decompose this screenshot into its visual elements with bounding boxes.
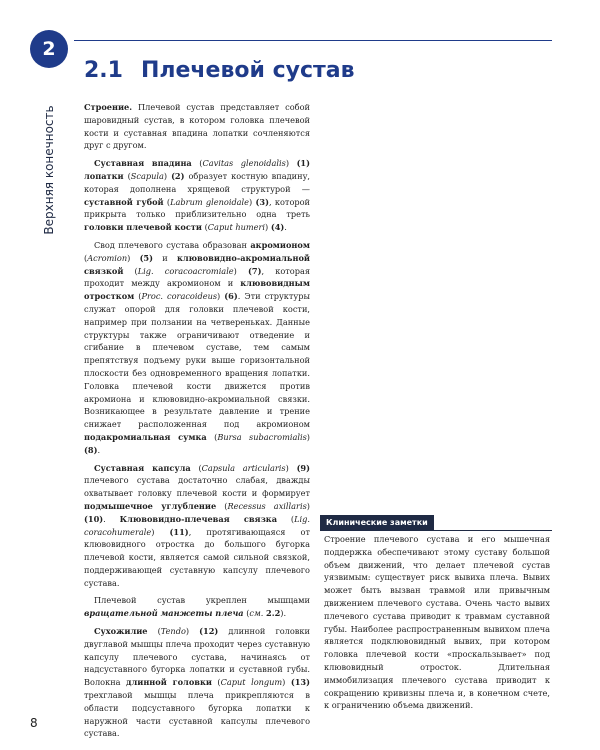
latin-term: Proc. coracoideus [141, 291, 218, 302]
text-run: ) [151, 526, 170, 537]
text-run: ( [206, 431, 218, 442]
bold-term: Клювовидно-плечевая связка [119, 513, 278, 524]
text-run: длинной головки двуглавой мышцы плеча проходит через суставную капсулу плечевого сустава, начинаясь от надсуставного бугорка лопатки и суставной губы. Волокна [84, 626, 310, 688]
bold-term: (3) [255, 196, 269, 207]
section-number: 2.1 [84, 58, 123, 83]
text-run: ( [134, 291, 142, 302]
chapter-side-label: Верхняя конечность [42, 105, 56, 235]
paragraph-rotator-cuff [84, 594, 310, 620]
text-run: . [103, 513, 120, 524]
section-title: Плечевой сустав [140, 58, 355, 83]
clinical-notes-rule [320, 530, 552, 531]
latin-term: Cavitas glenoidalis [202, 158, 286, 169]
bold-term: подмышечное углубление [84, 500, 217, 511]
paragraph-lead: Строение. [84, 102, 133, 112]
latin-term: Acromion [87, 252, 128, 263]
latin-term: см. [249, 608, 264, 619]
text-run: , которой прикрыта только приблизительно одна треть [84, 196, 311, 220]
clinical-notes-title: Клинические заметки [320, 515, 434, 530]
text-run: трехглавой мышцы плеча прикрепляются в области подсуставного бугорка лопатки к наружной части суставной капсулы плечевого сустава. [84, 690, 310, 739]
bold-term: (6) [224, 291, 238, 302]
bold-term: (5) [139, 252, 154, 263]
paragraph-capsule [84, 462, 310, 590]
text-run: ) [163, 170, 172, 181]
header-rule [74, 40, 552, 41]
bold-term: (2) [171, 170, 185, 181]
latin-term: Caput humeri [207, 222, 266, 233]
bold-term: длинной головки [126, 677, 212, 688]
text-run: ) [127, 252, 140, 263]
text-run: ). [280, 608, 287, 619]
bold-term: клювовидно-акромиальной связкой [84, 252, 310, 276]
text-run: ) [233, 265, 249, 276]
text-run: . [284, 222, 287, 233]
text-run: ) [306, 431, 310, 442]
bold-term: (7) [248, 265, 262, 276]
main-text-column [84, 101, 310, 745]
paragraph-text: Плечевой сустав представляет собой шаровидный сустав, в котором головка плечевой кости и суставная впадина лопатки сочленяются друг с другом. [84, 102, 310, 151]
text-run: ( [202, 222, 208, 233]
text-run: ) [285, 462, 297, 473]
text-run: ( [211, 677, 221, 688]
bold-term: (8) [84, 444, 98, 455]
text-run: , протягивающаяся от клювовидного отростка до большого бугорка плечевой кости, является самой сильной связкой, поддерживающей суставную капсулу плечевого сустава. [84, 526, 310, 588]
text-run: ) [217, 291, 225, 302]
text-run: ) [249, 196, 256, 207]
text-run: Плечевой сустав укреплен мышцами [94, 595, 310, 606]
bold-term: Сухожилие [94, 626, 148, 637]
bold-term: Суставная впадина [94, 158, 192, 169]
latin-term: Tendo [160, 626, 186, 637]
latin-term: Labrum glenoidale [170, 196, 250, 207]
latin-term: Caput longum [220, 677, 283, 688]
text-run: ( [163, 196, 171, 207]
bold-term: Суставная капсула [94, 462, 191, 473]
bold-term: (13) [290, 677, 311, 688]
latin-term: Lig. coracoacromiale [137, 265, 234, 276]
bold-term: головки плечевой кости [84, 222, 202, 233]
latin-term: Capsula articularis [201, 462, 286, 473]
bold-italic-term: вращательной манжеты плеча [84, 608, 244, 619]
text-run: , которая проходит между акромионом и [84, 265, 311, 289]
text-run: ( [190, 462, 202, 473]
text-run: ) [185, 626, 200, 637]
text-run: образует костную впадину, которая дополнена хрящевой структурой — [84, 170, 311, 194]
text-run: ( [123, 170, 131, 181]
bold-term: (9) [296, 462, 311, 473]
bold-term: (1) лопатки [84, 158, 311, 181]
paragraph-vault [84, 239, 310, 457]
text-run: ) [265, 222, 271, 233]
bold-term: (11) [169, 526, 189, 537]
text-run: ( [216, 500, 228, 511]
bold-term: (4) [270, 222, 285, 233]
chapter-number-badge: 2 [30, 30, 68, 68]
bold-term: (10) [84, 513, 104, 524]
bold-term: акромионом [250, 239, 310, 250]
page-number: 8 [30, 716, 38, 730]
text-run: ( [191, 158, 203, 169]
text-run: ( [84, 252, 88, 263]
text-run: ) [306, 500, 310, 511]
latin-term: Scapula [130, 170, 164, 181]
text-run: плечевого сустава достаточно слабая, дважды охватывает головку плечевой кости и формирует [84, 475, 310, 499]
bold-term: суставной губой [84, 196, 164, 207]
text-run: ( [147, 626, 161, 637]
bold-term: подакромиальная сумка [84, 431, 207, 442]
paragraph-glenoid [84, 157, 310, 234]
bold-term: (12) [199, 626, 219, 637]
text-run: ( [243, 608, 250, 619]
latin-term: Recessus axillaris [227, 500, 307, 511]
text-run: . Эти структуры служат опорой для головки плечевой кости, например при ползании на четвереньках. Данные структуры также ограничивают отведение и сгибание в плечевом суставе, тем самым препятствуя подъему руки выше горизонтальной плоскости без одновременного вращения лопатки. Головка плечевой кости движется против акромиона и клювовидно-акромиальной связки. Возникающее в результате давление и трение снижает расположенная под акромионом [84, 291, 310, 430]
text-run: ) [285, 158, 297, 169]
latin-term: Bursa subacromialis [217, 431, 307, 442]
text-run: . [97, 444, 101, 455]
text-run: и [153, 252, 177, 263]
text-run: Свод плечевого сустава образован [94, 239, 251, 250]
text-run: ) [282, 677, 291, 688]
text-run: ( [277, 513, 295, 524]
bold-term: клювовидным отростком [84, 278, 310, 302]
bold-term: 2.2 [266, 608, 281, 619]
text-run: ( [123, 265, 138, 276]
paragraph-tendon [84, 625, 310, 740]
section-heading [84, 58, 355, 83]
paragraph-structure [84, 101, 310, 152]
clinical-notes-text: Строение плечевого сустава и его мышечная поддержка обеспечивают этому суставу большой объем движений, что делает плечевой сустав уязвимым: существует риск вывиха плеча. Вывих может быть вызван травмой или привычным движением плечевого сустава. Очень часто вывих плечевого сустава приводит к травмам суставной губы. Наиболее распространенным вывихом плеча является подклювовидный вывих, при котором головка плечевой кости «проскальзывает» под клювовидный отросток. Длительная иммобилизация плечевого сустава приводит к сокращению кривизны плеча и, в конечном счете, к ограничению объема движений. [324, 534, 550, 711]
latin-term: Lig. coracohumerale [84, 513, 310, 537]
